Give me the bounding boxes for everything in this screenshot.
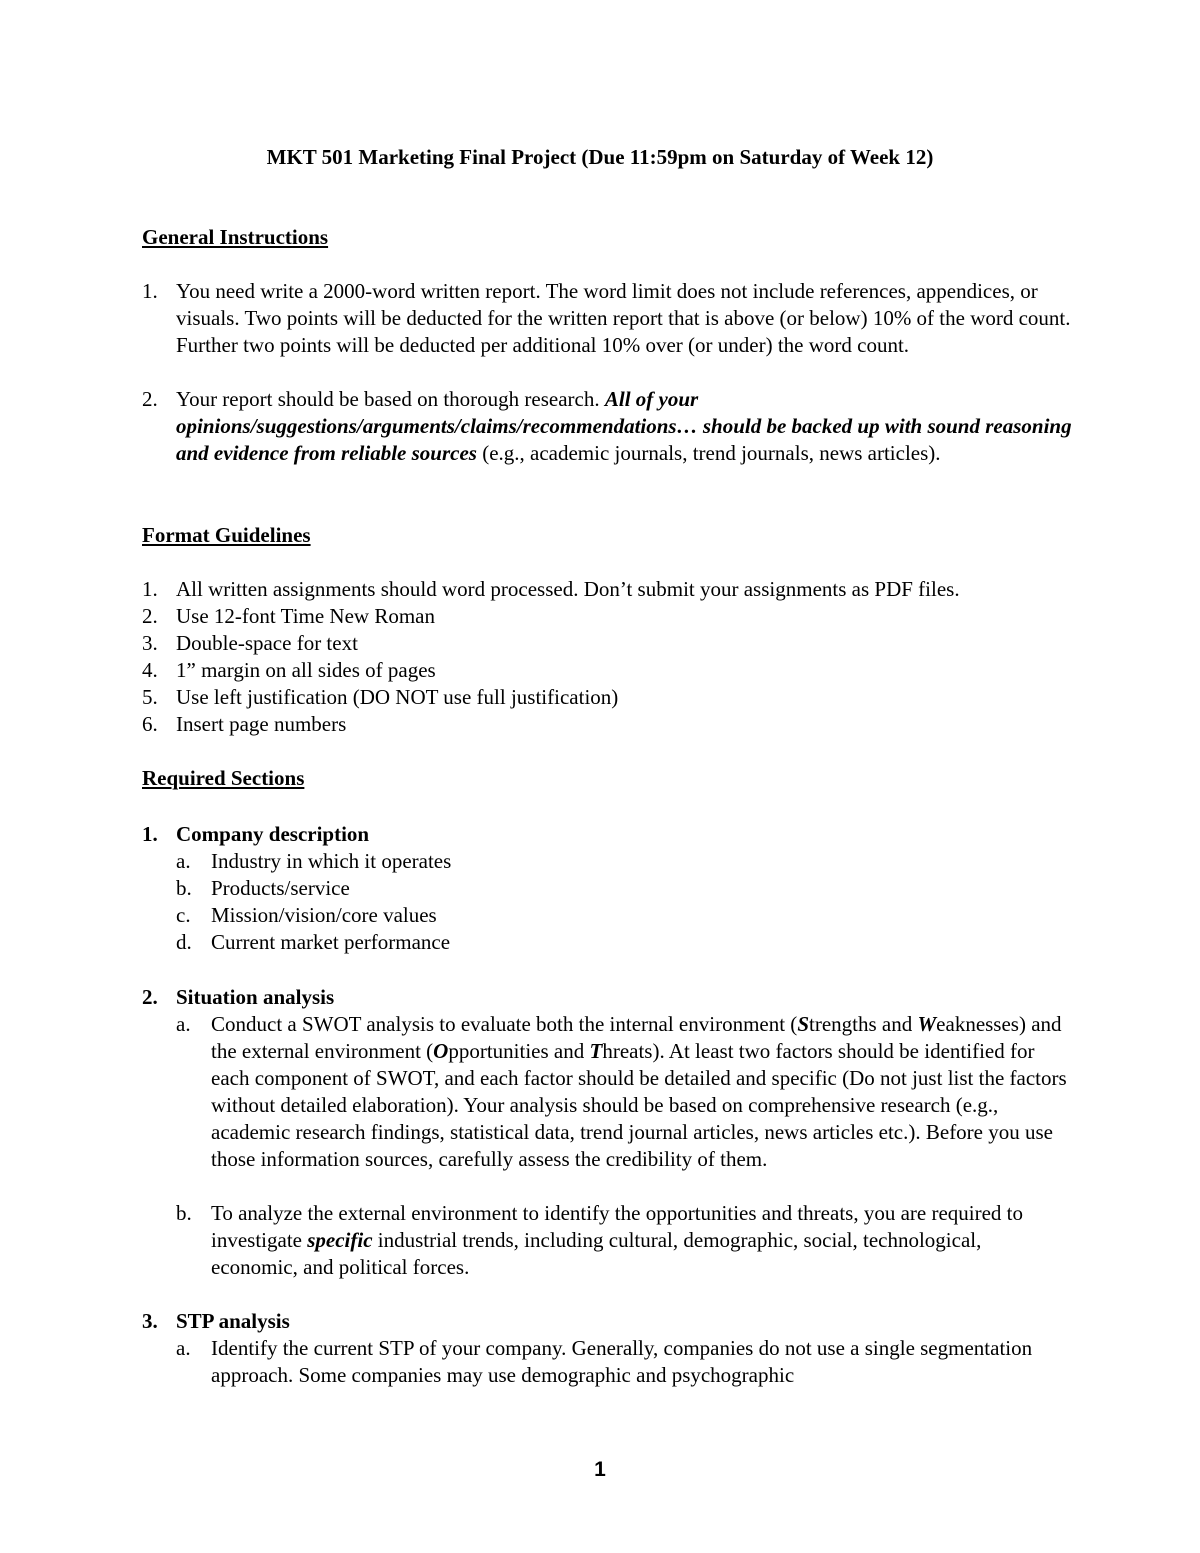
- list-text: Insert page numbers: [176, 712, 347, 736]
- sub-text: Identify the current STP of your company. Generally, companies do not use a single segmentation approach. Some companies may use demographic and psychographic: [211, 1336, 1033, 1387]
- page-number: 1: [594, 1458, 606, 1481]
- text-run: Your report should be based on thorough research.: [176, 387, 605, 411]
- text-run: eaknesses) and the external environment (: [211, 1012, 1062, 1063]
- section-number: 3.: [142, 1309, 158, 1333]
- emphasis-text: specific: [307, 1228, 373, 1252]
- list-text: Use 12-font Time New Roman: [176, 604, 435, 628]
- list-number: 2.: [142, 604, 158, 628]
- section-number: 2.: [142, 985, 158, 1009]
- list-number: 5.: [142, 685, 158, 709]
- required-sections-heading: Required Sections: [142, 766, 305, 790]
- text-run: To analyze the external environment to identify the opportunities and threats, you are required to investigate: [211, 1201, 1024, 1252]
- list-text: Double-space for text: [176, 631, 358, 655]
- emphasis-text: All of your opinions/suggestions/arguments/claims/recommendations… should be backed up with sound reasoning and evidence from reliable sources: [176, 387, 1072, 465]
- sub-text: Current market performance: [211, 930, 451, 954]
- swot-letter: O: [433, 1039, 449, 1063]
- sub-text: [211, 1011, 1071, 1173]
- list-number: 1.: [142, 577, 158, 601]
- sub-letter: d.: [176, 930, 192, 954]
- list-text: [176, 386, 1076, 467]
- general-instructions-heading: General Instructions: [142, 225, 329, 249]
- text-run: hreats). At least two factors should be identified for each component of SWOT, and each factor should be detailed and specific (Do not just list the factors without detailed elaboration). Your analysis should be based on comprehensive research (e.g., academic research findings, statistical data, trend journal articles, news articles etc.). Before you use those information sources, carefully assess the credibility of them.: [211, 1039, 1067, 1171]
- sub-letter: a.: [176, 849, 191, 873]
- sub-letter: a.: [176, 1012, 191, 1036]
- sub-letter: a.: [176, 1336, 191, 1360]
- text-run: trengths and: [809, 1012, 918, 1036]
- list-number: 2.: [142, 387, 158, 411]
- section-title: STP analysis: [176, 1309, 290, 1333]
- swot-letter: S: [797, 1012, 809, 1036]
- page-title: MKT 501 Marketing Final Project (Due 11:59pm on Saturday of Week 12): [266, 145, 934, 169]
- swot-letter: T: [589, 1039, 603, 1063]
- list-text: 1” margin on all sides of pages: [176, 658, 436, 682]
- text-run: pportunities and: [448, 1039, 590, 1063]
- sub-text: [211, 1200, 1071, 1281]
- list-text: Use left justification (DO NOT use full justification): [176, 685, 619, 709]
- list-text: You need write a 2000-word written report. The word limit does not include references, appendices, or visuals. Two points will be deducted for the written report that is above (or below) 10% of the word count. Further two points will be deducted per additional 10% over (or under) the word count.: [176, 279, 1071, 357]
- sub-letter: c.: [176, 903, 191, 927]
- list-text: All written assignments should word processed. Don’t submit your assignments as PDF files.: [176, 577, 960, 601]
- list-number: 4.: [142, 658, 158, 682]
- format-guidelines-heading: Format Guidelines: [142, 523, 311, 547]
- sub-text: Products/service: [211, 876, 350, 900]
- sub-letter: b.: [176, 1201, 192, 1225]
- text-run: Conduct a SWOT analysis to evaluate both the internal environment (: [211, 1012, 798, 1036]
- list-number: 6.: [142, 712, 158, 736]
- section-title: Situation analysis: [176, 985, 335, 1009]
- sub-letter: b.: [176, 876, 192, 900]
- sub-text: Industry in which it operates: [211, 849, 452, 873]
- text-run: (e.g., academic journals, trend journals, news articles).: [476, 441, 941, 465]
- swot-letter: W: [917, 1012, 937, 1036]
- list-number: 1.: [142, 279, 158, 303]
- section-number: 1.: [142, 822, 158, 846]
- sub-text: Mission/vision/core values: [211, 903, 437, 927]
- text-run: industrial trends, including cultural, demographic, social, technological, economic, and political forces.: [211, 1228, 982, 1279]
- section-title: Company description: [176, 822, 370, 846]
- list-number: 3.: [142, 631, 158, 655]
